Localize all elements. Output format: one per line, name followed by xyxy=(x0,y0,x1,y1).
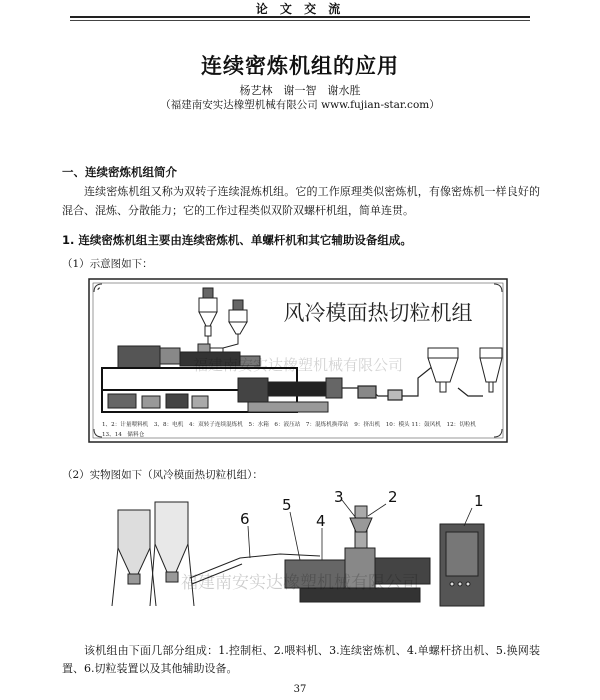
equipment-photo xyxy=(100,488,500,614)
header-rule-thick xyxy=(70,16,530,18)
callout-3: 3 xyxy=(334,488,344,506)
article-title: 连续密炼机组的应用 xyxy=(201,54,399,78)
section-heading: 一、连续密炼机组简介 xyxy=(62,165,177,179)
header-rule-thin xyxy=(70,20,530,21)
figure1-watermark: 福建南安实达橡塑机械有限公司 xyxy=(192,356,404,374)
photo-caption: （2）实物图如下（风冷模面热切粒机组）： xyxy=(62,469,263,481)
article-authors: 杨艺林 谢一智 谢水胜 xyxy=(239,84,361,97)
callout-2: 2 xyxy=(388,488,398,506)
extruder-assembly xyxy=(238,378,342,412)
figure2-watermark: 福建南安实达橡塑机械有限公司 xyxy=(181,573,419,593)
callout-4: 4 xyxy=(316,512,326,530)
figure1-legend-line2: 13、14 储料仓 xyxy=(102,432,145,438)
schematic-figure xyxy=(88,278,508,443)
callout-1: 1 xyxy=(474,492,484,510)
base-equipment xyxy=(108,394,208,408)
schematic-caption: （1）示意图如下： xyxy=(62,258,153,270)
running-head: 论 文 交 流 xyxy=(255,2,345,16)
components-summary: 该机组由下面几部分组成：1.控制柜、2.喂料机、3.连续密炼机、4.单螺杆挤出机、5.换网装置、6.切粒装置以及其他辅助设备。 xyxy=(62,644,540,675)
control-cabinet xyxy=(440,524,484,606)
figure1-legend-line1: 1、2：计量喂料机 3、8：电机 4：双转子连续混炼机 5：水箱 6：液压站 7：混炼机换带站 9：挤出机 10：模头 11：鼓风机 12：切粒机 xyxy=(102,422,477,428)
callout-6: 6 xyxy=(240,510,250,528)
sub-heading: 1. 连续密炼机组主要由连续密炼机、单螺杆机和其它辅助设备组成。 xyxy=(62,233,412,247)
figure-title: 风冷模面热切粒机组 xyxy=(283,301,473,325)
callout-5: 5 xyxy=(282,496,292,514)
page-number: 37 xyxy=(293,684,307,695)
intro-paragraph: 连续密炼机组又称为双转子连续混炼机组。它的工作原理类似密炼机，有像密炼机一样良好的混合、混炼、分散能力；它的工作过程类似双阶双螺杆机组，简单连贯。 xyxy=(62,185,540,217)
article-affiliation: （福建南安实达橡塑机械有限公司 www.fujian-star.com） xyxy=(160,99,440,111)
